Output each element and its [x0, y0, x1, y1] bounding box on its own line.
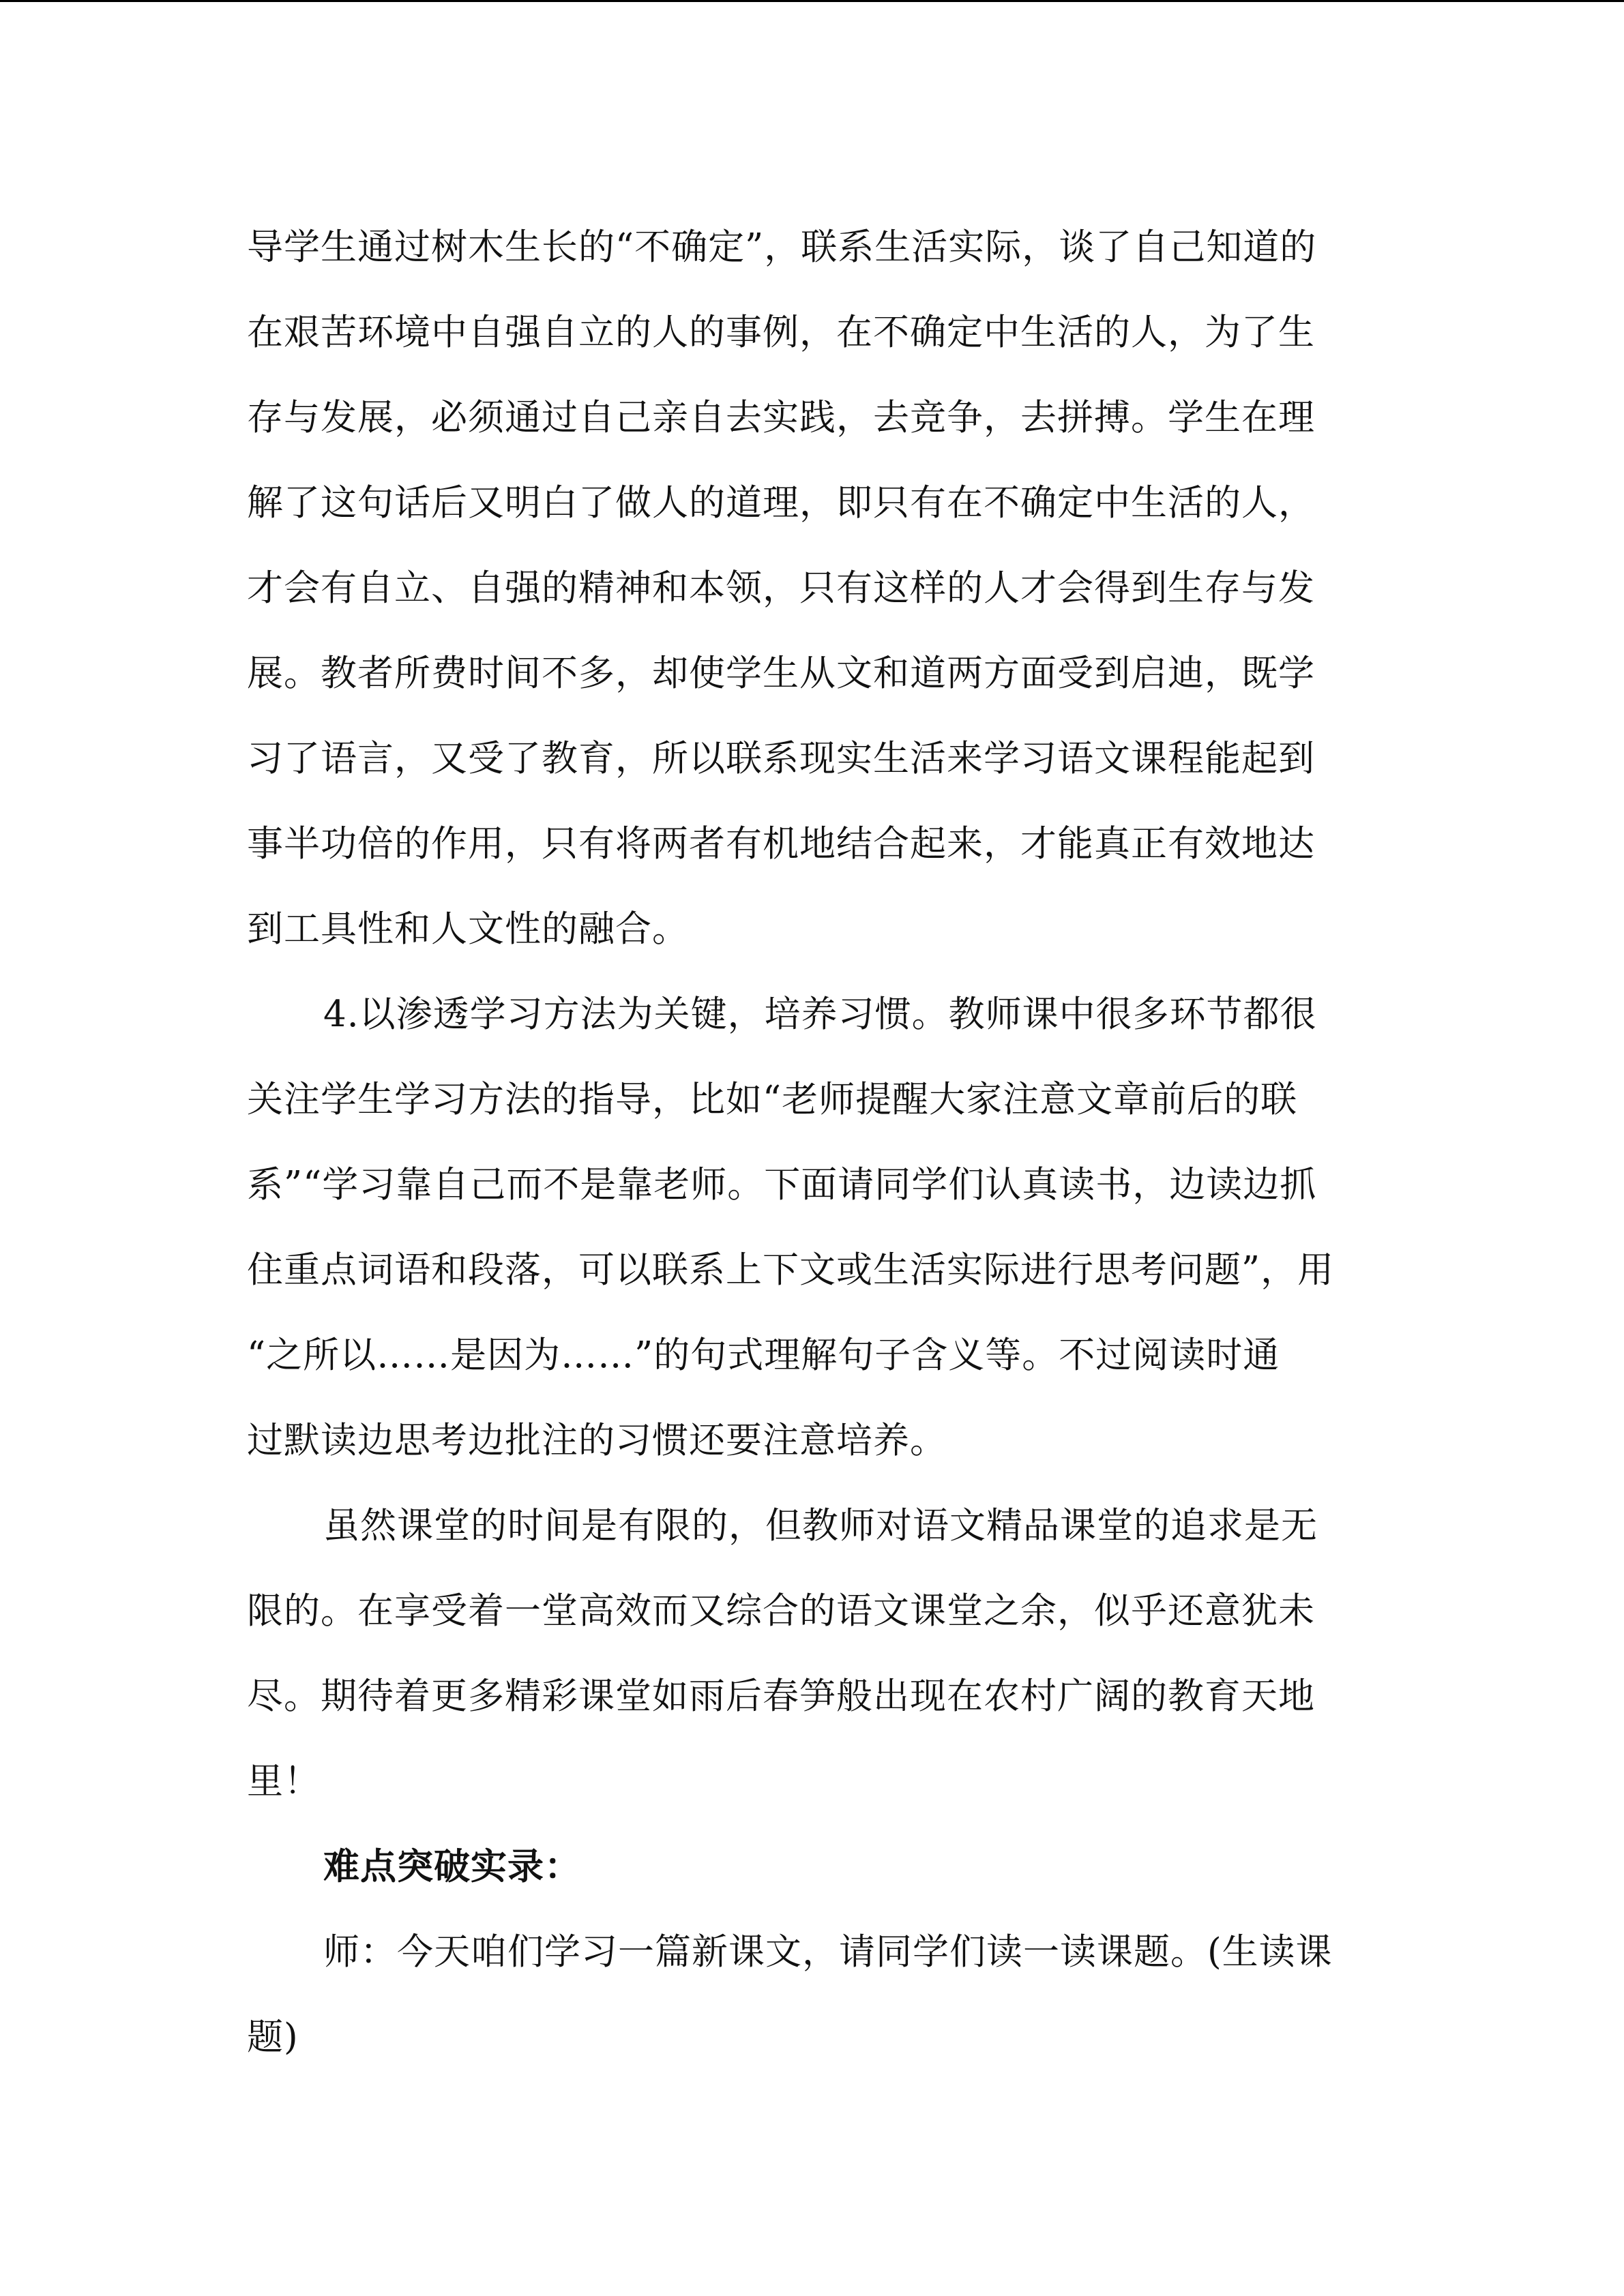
text-line: 限的。在享受着一堂高效而又综合的语文课堂之余，似乎还意犹未 — [247, 1590, 1315, 1632]
text-line: 过默读边思考边批注的习惯还要注意培养。 — [247, 1420, 947, 1461]
text-line: 里！ — [247, 1761, 321, 1802]
text-line: 住重点词语和段落，可以联系上下文或生活实际进行思考问题”，用 — [247, 1249, 1335, 1291]
page-top-border — [0, 0, 1624, 2]
text-line: 事半功倍的作用，只有将两者有机地结合起来，才能真正有效地达 — [247, 823, 1315, 865]
text-line: 关注学生学习方法的指导，比如“老师提醒大家注意文章前后的联 — [247, 1079, 1298, 1120]
text-line: 系”“学习靠自己而不是靠老师。下面请同学们认真读书，边读边抓 — [247, 1164, 1317, 1206]
text-line: 展。教者所费时间不多，却使学生从文和道两方面受到启迪，既学 — [247, 653, 1315, 694]
section-heading: 难点突破实录： — [323, 1845, 581, 1888]
text-line: 习了语言，又受了教育，所以联系现实生活来学习语文课程能起到 — [247, 738, 1315, 779]
text-line: 解了这句话后又明白了做人的道理，即只有在不确定中生活的人， — [247, 482, 1315, 524]
text-line: 才会有自立、自强的精神和本领，只有这样的人才会得到生存与发 — [247, 567, 1315, 609]
text-line: 在艰苦环境中自强自立的人的事例，在不确定中生活的人，为了生 — [247, 312, 1315, 353]
text-line: 到工具性和人文性的融合。 — [247, 908, 689, 950]
paragraph-start-line: 4.以渗透学习方法为关键，培养习惯。教师课中很多环节都很 — [323, 994, 1317, 1035]
text-line: 导学生通过树木生长的“不确定”，联系生活实际，谈了自己知道的 — [247, 226, 1317, 268]
paragraph-start-line: 师：今天咱们学习一篇新课文，请同学们读一读课题。(生读课 — [323, 1931, 1333, 1973]
document-body — [247, 205, 1372, 2080]
text-line: 存与发展，必须通过自己亲自去实践，去竞争，去拼搏。学生在理 — [247, 397, 1315, 438]
paragraph-start-line: 虽然课堂的时间是有限的，但教师对语文精品课堂的追求是无 — [323, 1505, 1318, 1547]
text-line: 题) — [247, 2016, 299, 2058]
text-line: 尽。期待着更多精彩课堂如雨后春笋般出现在农村广阔的教育天地 — [247, 1675, 1315, 1717]
text-line: “之所以……是因为……”的句式理解句子含义等。不过阅读时通 — [247, 1335, 1280, 1376]
